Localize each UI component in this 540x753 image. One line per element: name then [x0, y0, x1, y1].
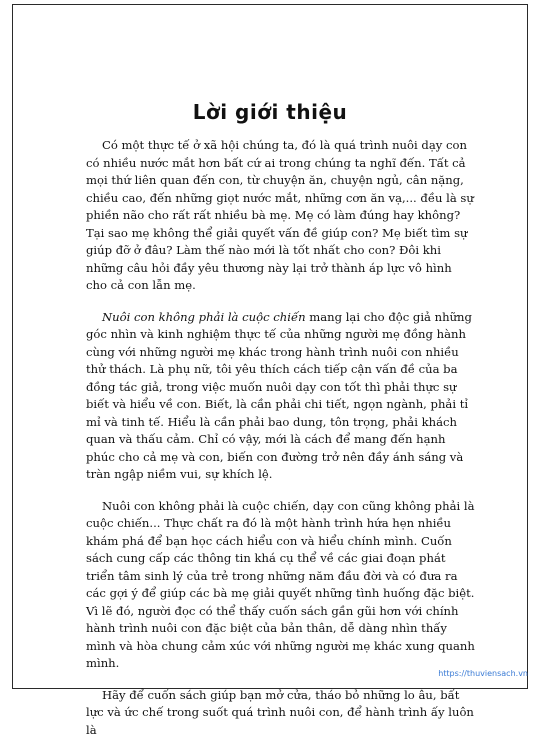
paragraph-2	[86, 309, 476, 484]
paragraph-4-text: Hãy để cuốn sách giúp bạn mở cửa, tháo bỏ những lo âu, bất lực và ức chế trong suốt quá trình nuôi con, để hành trình ấy luôn là	[86, 687, 474, 737]
document-page	[12, 4, 528, 737]
source-link[interactable]: https://thuviensach.vn	[438, 669, 528, 678]
paragraph-3	[86, 498, 476, 673]
paragraph-4	[86, 687, 476, 740]
paragraph-3-text: Nuôi con không phải là cuộc chiến, dạy con cũng không phải là cuộc chiến... Thực chất ra đó là một hành trình hứa hẹn nhiều khám phá để bạn học cách hiểu con và hiểu chính mình. Cuốn sách cung cấp các thông tin khá cụ thể về các giai đoạn phát triển tâm sinh lý của trẻ trong những năm đầu đời và có đưa ra các gợi ý để giúp các bà mẹ giải quyết những tình huống đặc biệt. Vì lẽ đó, người đọc có thể thấy cuốn sách gần gũi hơn với chính hành trình nuôi con đặc biệt của bản thân, dễ dàng nhìn thấy mình và hòa chung cảm xúc với những người mẹ khác xung quanh mình.	[86, 498, 475, 670]
paragraph-1	[86, 137, 476, 295]
paragraph-2-text: mang lại cho độc giả những góc nhìn và kinh nghiệm thực tế của những người mẹ đồng hành cùng với những người mẹ khác trong hành trình nuôi con nhiều thử thách. Là phụ nữ, tôi yêu thích cách tiếp cận vấn đề của ba đồng tác giả, trong việc muốn nuôi dạy con tốt thì phải thực sự biết và hiểu về con. Biết, là cần phải chi tiết, ngọn ngành, phải tỉ mỉ và tinh tế. Hiểu là cần phải bao dung, tôn trọng, phải khách quan và thấu cảm. Chỉ có vậy, mới là cách để mang đến hạnh phúc cho cả mẹ và con, biến con đường trở nên đầy ánh sáng và tràn ngập niềm vui, sự khích lệ.	[86, 309, 472, 481]
page-title: Lời giới thiệu	[192, 100, 348, 124]
intro-body	[86, 137, 476, 753]
book-title-italic: Nuôi con không phải là cuộc chiến	[102, 309, 306, 324]
paragraph-1-text: Có một thực tế ở xã hội chúng ta, đó là quá trình nuôi dạy con có nhiều nước mắt hơn bất cứ ai trong chúng ta nghĩ đến. Tất cả mọi thứ liên quan đến con, từ chuyện ăn, chuyện ngủ, cân nặng, chiều cao, đến những giọt nước mắt, những cơn ăn vạ,... đều là sự phiền não cho rất rất nhiều bà mẹ. Mẹ có làm đúng hay không? Tại sao mẹ không thể giải quyết vấn đề giúp con? Mẹ biết tìm sự giúp đỡ ở đâu? Làm thế nào mới là tốt nhất cho con? Đôi khi những câu hỏi đầy yêu thương này lại trở thành áp lực vô hình cho cả con lẫn mẹ.	[86, 138, 474, 292]
